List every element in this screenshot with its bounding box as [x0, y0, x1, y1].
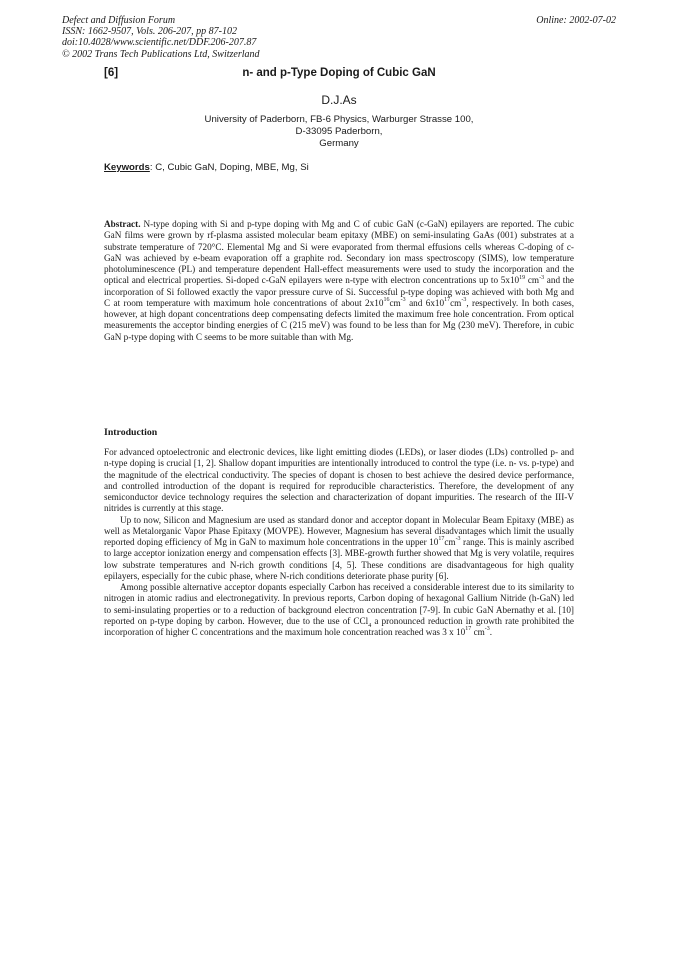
- paper-author: D.J.As: [321, 93, 357, 107]
- superscript: 17: [438, 536, 445, 543]
- journal-info: [62, 15, 260, 60]
- journal-issn: ISSN: 1662-9507, Vols. 206-207, pp 87-102: [62, 26, 237, 38]
- superscript: 19: [519, 274, 526, 281]
- introduction-body: [104, 447, 574, 638]
- paragraph-text: .: [489, 627, 493, 637]
- abstract-text: cm: [389, 297, 401, 308]
- paragraph-text: For advanced optoelectronic and electronic devices, like light emitting diodes (LEDs), or laser diodes (LDs) controlled p- and n-type doping is crucial [1, 2]. Shallow dopant impurities are intentionally introduced to control the type (i.e. n- vs. p-type) and the magnitude of the electrical conductivity. The species of dopant is chosen to best achieve the desired device performance, and controlled introduction of the dopant is required for reproducible characteristics. Therefore, the development of any semiconductor device technology requires the selection and characterization of dopant impurities. The research of the III-V nitrides is currently at this stage.: [104, 447, 574, 514]
- section-heading-introduction: Introduction: [104, 427, 158, 438]
- affiliation-line: University of Paderborn, FB-6 Physics, Warburger Strasse 100,: [204, 114, 474, 125]
- paragraph-text: Up to now, Silicon and Magnesium are used as standard donor and acceptor dopant in Molecular Beam Epitaxy (MBE) as well as Metalorganic Vapor Phase Epitaxy (MOVPE). However, Magnesium has several disadvantages which limit the usually reported doping efficiency of Mg in GaN to maximum hole concentrations in the upper 10: [104, 514, 574, 547]
- abstract-text: cm: [450, 297, 462, 308]
- paragraph-text: a pronounced reduction in growth rate prohibited the incorporation of higher C concentrations and the maximum hole concentration reached was 3 x 10: [104, 615, 575, 637]
- online-date: Online: 2002-07-02: [536, 15, 616, 26]
- paragraph: [104, 515, 574, 583]
- journal-copyright: © 2002 Trans Tech Publications Ltd, Switzerland: [62, 48, 260, 60]
- paragraph-text: cm: [471, 627, 485, 637]
- superscript: 16: [383, 297, 390, 304]
- superscript: -3: [400, 297, 406, 304]
- paragraph-text: Among possible alternative acceptor dopants especially Carbon has received a considerable interest due to its similarity to nitrogen in atomic radius and electronegativity. In previous reports, Carbon doping of hexagonal Gallium Nitride (h-GaN) led to semi-insulating properties or to a reduction of background electron concentration [7-9]. In cubic GaN Abernathy et al. [10] reported on p-type doping by carbon. However, due to the use of CCl: [104, 582, 574, 626]
- keywords-label: Keywords: [104, 162, 150, 173]
- abstract-text: and the incorporation of Si followed exactly the vapor pressure curve of Si. Successful p-type doping was achieved with both Mg and C at room temperature with maximum hole concentrations of about 2x10: [104, 275, 574, 308]
- abstract-label: Abstract.: [104, 219, 141, 229]
- paragraph: [104, 582, 574, 638]
- keywords: [104, 162, 309, 173]
- paragraph-text: cm: [444, 537, 456, 547]
- journal-name: Defect and Diffusion Forum: [62, 15, 176, 26]
- abstract: [104, 219, 574, 343]
- superscript: 17: [465, 626, 472, 633]
- paragraph-text: range. This is mainly ascribed to large acceptor ionization energy and compensation effects [3]. MBE-growth further showed that Mg is very volatile, requires low substrate temperatures and N-rich growth conditions [4, 5]. These conditions are disadvantageous for high quality epilayers, especially for the cubic phase, where N-rich conditions deteriorate phase purity [6].: [104, 537, 574, 581]
- paragraph: [104, 447, 574, 515]
- superscript: -3: [484, 626, 490, 633]
- abstract-text: , respectively. In both cases, however, at high dopant concentrations deep compensating defects limited the maximum free hole concentration. From optical measurements the acceptor binding energies of C (215 meV) was found to be less than for Mg (230 meV). Therefore, in cubic GaN p-type doping with C seems to be more suitable than with Mg.: [104, 297, 574, 342]
- superscript: -3: [461, 297, 467, 304]
- author-affiliation: [0, 114, 678, 150]
- reference-number: [6]: [104, 67, 119, 79]
- affiliation-line: D-33095 Paderborn,: [295, 126, 383, 137]
- superscript: -3: [539, 274, 545, 281]
- paper-title: n- and p-Type Doping of Cubic GaN: [242, 67, 436, 79]
- superscript: 17: [444, 297, 451, 304]
- affiliation-line: Germany: [319, 138, 359, 149]
- journal-doi: doi:10.4028/www.scientific.net/DDF.206-207.87: [62, 37, 257, 49]
- subscript: 4: [368, 622, 372, 629]
- abstract-text: cm: [525, 275, 540, 286]
- abstract-text: N-type doping with Si and p-type doping with Mg and C of cubic GaN (c-GaN) epilayers are reported. The cubic GaN films were grown by rf-plasma assisted molecular beam epitaxy (MBE) on semi-insulating GaAs (001) substrates at a substrate temperature of 720°C. Elemental Mg and Si were evaporated from thermal effusions cells whereas C-doping of c-GaN was achieved by e-beam evaporation off a graphite rod. Secondary ion mass spectroscopy (SIMS), low temperature photoluminescence (PL) and temperature dependent Hall-effect measurements were used to study the incorporation and the optical and electrical properties. Si-doped c-GaN epilayers were n-type with electron concentrations up to 5x10: [104, 219, 574, 286]
- abstract-text: and 6x10: [405, 297, 445, 308]
- keywords-list: : C, Cubic GaN, Doping, MBE, Mg, Si: [149, 162, 309, 173]
- superscript: -3: [455, 536, 461, 543]
